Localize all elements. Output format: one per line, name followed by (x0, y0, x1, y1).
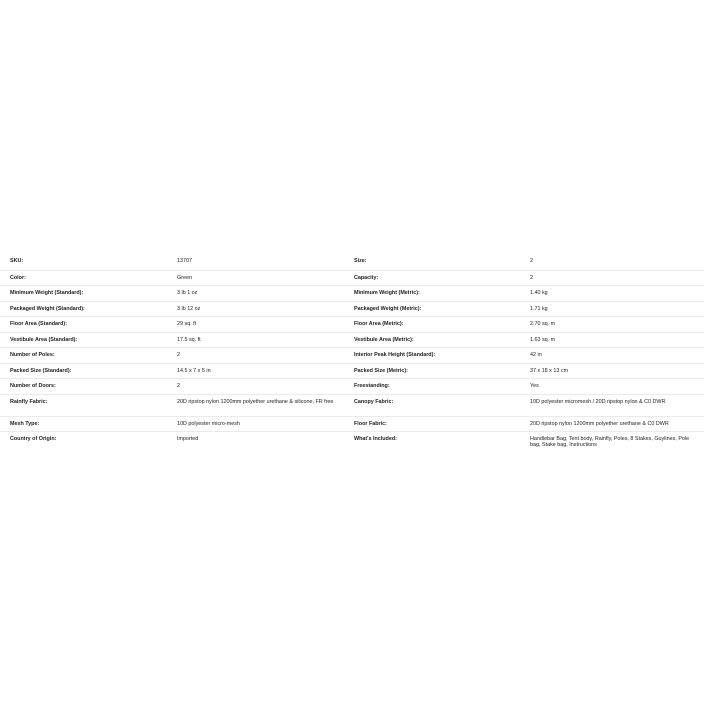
spec-label: Canopy Fabric: (354, 398, 394, 405)
spec-label: Packaged Weight (Standard): (10, 305, 85, 312)
spec-label: Color: (10, 274, 26, 281)
spec-label: Packed Size (Metric): (354, 367, 408, 374)
spec-value: 2.70 sq. m (530, 321, 556, 327)
spec-label: Freestanding: (354, 383, 390, 389)
spec-label: Floor Fabric: (354, 420, 387, 427)
spec-label: Floor Area (Metric): (354, 321, 404, 327)
spec-value: 2 (177, 383, 180, 389)
spec-value: 1.63 sq. m (530, 336, 556, 343)
spec-row (0, 378, 704, 394)
spec-value: Imported (177, 436, 199, 442)
spec-value: 20D ripstop nylon 1200mm polyether urethane & C0 DWR (530, 420, 669, 427)
spec-value: 1.71 kg (530, 305, 548, 312)
spec-label: Packed Size (Standard): (10, 367, 72, 374)
spec-row (0, 347, 704, 363)
spec-label: Packaged Weight (Metric): (354, 305, 422, 312)
spec-row (0, 270, 704, 286)
spec-value: 29 sq. ft (177, 321, 197, 327)
spec-label: SKU: (10, 258, 24, 264)
spec-label: Capacity: (354, 274, 379, 281)
spec-label: Vestibule Area (Standard): (10, 336, 78, 343)
spec-label: Interior Peak Height (Standard): (354, 352, 436, 358)
spec-value: 10D polyester micro-mesh (177, 420, 240, 427)
spec-label: Size: (354, 258, 367, 264)
spec-value: 37 x 18 x 13 cm (530, 367, 569, 374)
spec-value: 1.40 kg (530, 290, 548, 296)
spec-row (0, 416, 704, 432)
spec-row (0, 363, 704, 379)
spec-value: 42 in (530, 352, 542, 358)
spec-value: Handlebar Bag, Tent body, Rainfly, Poles, 8 Stakes, Guylines, Pole bag, Stake bag, Instructions (530, 436, 690, 449)
spec-label: What's Included: (354, 436, 397, 442)
spec-row (0, 254, 704, 270)
spec-label: Floor Area (Standard): (10, 321, 68, 327)
spec-label: Minimum Weight (Metric): (354, 290, 420, 296)
spec-value: 17.5 sq. ft (177, 336, 201, 343)
spec-value: 3 lb 1 oz (177, 290, 198, 296)
spec-row (0, 332, 704, 348)
spec-value: Green (177, 274, 192, 281)
spec-row (0, 301, 704, 317)
spec-value: 2 (530, 274, 533, 281)
spec-row (0, 394, 704, 416)
spec-label: Mesh Type: (10, 420, 40, 427)
spec-label: Minimum Weight (Standard): (10, 290, 84, 296)
spec-label: Rainfly Fabric: (10, 398, 48, 405)
spec-value: Yes (530, 383, 539, 389)
spec-label: Number of Poles: (10, 352, 55, 358)
spec-value: 3 lb 12 oz (177, 305, 201, 312)
spec-row (0, 316, 704, 332)
spec-table (0, 254, 704, 453)
spec-value: 10D polyester micromesh / 20D ripstop nylon & C0 DWR (530, 398, 666, 405)
spec-value: 13707 (177, 258, 192, 264)
spec-value: 14.5 x 7 x 5 in (177, 367, 211, 374)
spec-label: Country of Origin: (10, 436, 57, 442)
spec-row (0, 431, 704, 453)
spec-label: Number of Doors: (10, 383, 56, 389)
spec-label: Vestibule Area (Metric): (354, 336, 414, 343)
spec-row (0, 285, 704, 301)
spec-value: 2 (530, 258, 533, 264)
spec-value: 2 (177, 352, 180, 358)
spec-value: 20D ripstop nylon 1200mm polyether urethane & silicone, FR free (177, 398, 334, 405)
